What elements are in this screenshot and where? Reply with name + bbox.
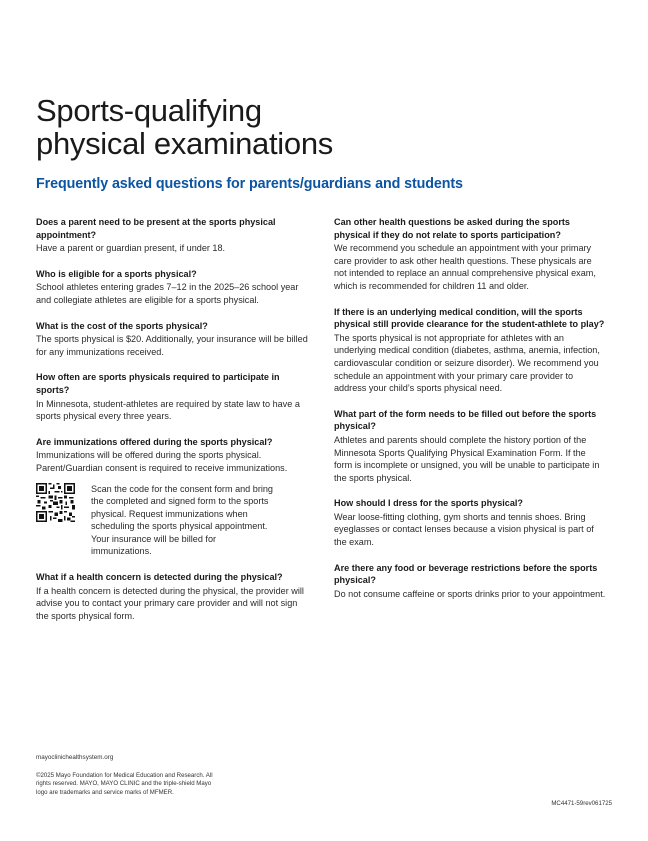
- faq-item: [334, 408, 606, 485]
- footer-website-link[interactable]: mayoclinichealthsystem.org: [36, 754, 114, 761]
- right-column: [334, 216, 606, 613]
- faq-item: [334, 216, 606, 293]
- footer-document-code: MC4471-59rev061725: [551, 800, 612, 807]
- faq-answer: Athletes and parents should complete the history portion of the Minnesota Sports Qualifying Physical Examination Form. If the form is incomplete or unsigned, you will be unable to participate in the sports physical.: [334, 434, 600, 483]
- faq-question: What is the cost of the sports physical?: [36, 320, 208, 331]
- faq-question: What part of the form needs to be filled out before the sports physical?: [334, 408, 597, 432]
- faq-item: [36, 268, 308, 307]
- faq-item: [36, 436, 308, 475]
- qr-instructions: Scan the code for the consent form and bring the completed and signed form to the sports physical. Request immunizations when scheduling the sports physical appointment. Your insurance will be billed for immunizations.: [91, 483, 273, 557]
- faq-answer: If a health concern is detected during the physical, the provider will advise you to contact your primary care provider and will not sign the sports physical form.: [36, 585, 304, 621]
- faq-answer: Have a parent or guardian present, if under 18.: [36, 243, 226, 254]
- faq-answer: We recommend you schedule an appointment with your primary care provider to ask other health questions. These physicals are not intended to replace an annual comprehensive physical exam, which is recommended for children 11 and older.: [334, 243, 596, 291]
- faq-answer: Do not consume caffeine or sports drinks prior to your appointment.: [334, 588, 606, 599]
- faq-question: If there is an underlying medical condition, will the sports physical still provide clearance for the student-athlete to play?: [334, 306, 605, 330]
- faq-item: [36, 571, 308, 622]
- qr-code-icon[interactable]: [36, 483, 75, 522]
- faq-item: [334, 497, 606, 548]
- faq-question: How often are sports physicals required to participate in sports?: [36, 372, 280, 395]
- title-line-1: Sports-qualifying: [36, 93, 262, 128]
- faq-item: [36, 216, 308, 255]
- left-column: [36, 216, 308, 635]
- faq-answer: In Minnesota, student-athletes are required by state law to have a sports physical every three years.: [36, 398, 300, 422]
- faq-item: [36, 371, 308, 422]
- qr-consent-block: [36, 483, 308, 559]
- faq-item: [334, 306, 606, 395]
- faq-answer: The sports physical is not appropriate for athletes with an underlying medical condition (diabetes, asthma, anemia, infection, cardiovascular condition or seizure disorder). We recommend you schedule an appointment with your primary care provider to address your child’s sports physical need.: [334, 332, 600, 394]
- faq-question: Are there any food or beverage restrictions before the sports physical?: [334, 562, 598, 586]
- title-line-2: physical examinations: [36, 126, 333, 161]
- faq-item: [36, 320, 308, 359]
- footer-copyright: ©2025 Mayo Foundation for Medical Education and Research. All rights reserved. MAYO, MAYO CLINIC and the triple-shield Mayo logo are trademarks and service marks of MFMER.: [36, 772, 213, 796]
- faq-question: What if a health concern is detected during the physical?: [36, 572, 283, 583]
- faq-question: Does a parent need to be present at the sports physical appointment?: [36, 217, 276, 240]
- faq-question: Can other health questions be asked during the sports physical if they do not relate to sports participation?: [334, 217, 570, 240]
- faq-item: [334, 562, 606, 601]
- faq-answer: Wear loose-fitting clothing, gym shorts and tennis shoes. Bring eyeglasses or contact lenses because a vision physical is part of the exam.: [334, 511, 594, 548]
- faq-question: Who is eligible for a sports physical?: [36, 268, 197, 279]
- page-subtitle: Frequently asked questions for parents/guardians and students: [36, 176, 463, 192]
- faq-question: Are immunizations offered during the sports physical?: [36, 436, 273, 447]
- faq-question: How should I dress for the sports physical?: [334, 498, 523, 509]
- faq-answer: The sports physical is $20. Additionally, your insurance will be billed for any immunizations received.: [36, 334, 308, 357]
- page-title: [36, 94, 333, 160]
- faq-answer: Immunizations will be offered during the sports physical. Parent/Guardian consent is required to receive immunizations.: [36, 450, 288, 473]
- faq-answer: School athletes entering grades 7–12 in the 2025–26 school year and collegiate athletes are eligible for a sports physical.: [36, 282, 299, 305]
